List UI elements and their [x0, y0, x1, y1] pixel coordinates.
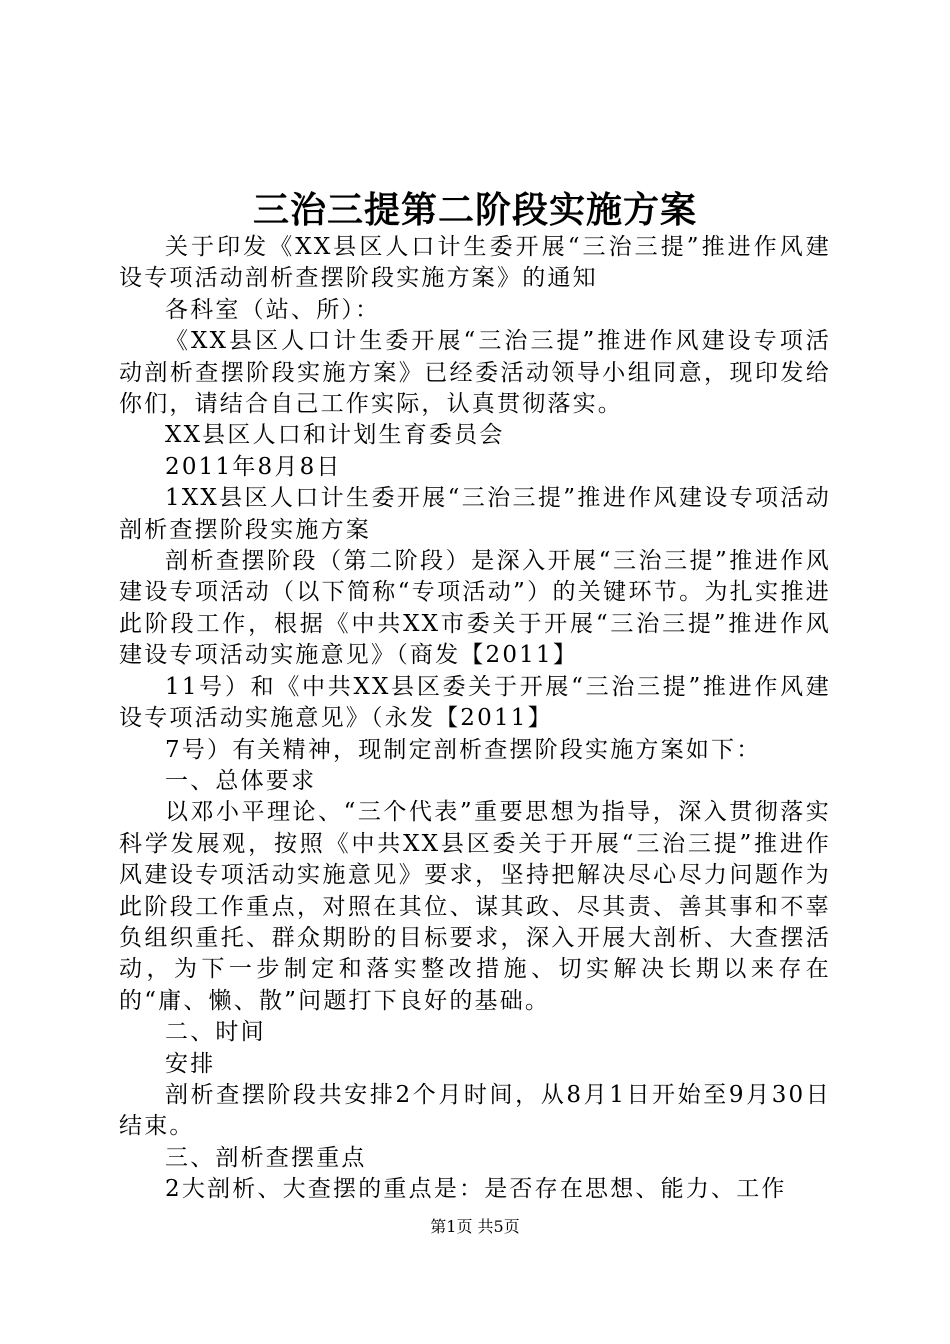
paragraph-intro-cont-1: 11号）和《中共XX县区委关于开展“三治三提”推进作风建设专项活动实施意见》（永发【2011】 — [119, 673, 831, 732]
paragraph-notice-body: 《XX县区人口计生委开展“三治三提”推进作风建设专项活动剖析查摆阶段实施方案》已经委活动领导小组同意，现印发给你们，请结合自己工作实际，认真贯彻落实。 — [119, 328, 831, 418]
paragraph-general-requirements: 以邓小平理论、“三个代表”重要思想为指导，深入贯彻落实科学发展观，按照《中共XX县区委关于开展“三治三提”推进作风建设专项活动实施意见》要求，坚持把解决尽心尽力问题作为此阶段工作重点，对照在其位、谋其政、尽其责、善其事和不辜负组织重托、群众期盼的目标要求，深入开展大剖析、大查摆活动，为下一步制定和落实整改措施、切实解决长期以来存在的“庸、懒、散”问题打下良好的基础。 — [119, 799, 831, 1014]
heading-time: 二、时间 — [165, 1019, 266, 1046]
paragraph-plan-title: 1XX县区人口计生委开展“三治三提”推进作风建设专项活动剖析查摆阶段实施方案 — [119, 485, 831, 543]
document-title: 三治三提第二阶段实施方案 — [252, 189, 697, 231]
document-body — [119, 232, 831, 1206]
paragraph-date: 2011年8月8日 — [165, 453, 342, 480]
heading-arrangement: 安排 — [165, 1050, 216, 1077]
heading-general-requirements: 一、总体要求 — [165, 767, 317, 794]
page-footer: 第1页 共5页 — [430, 1217, 520, 1236]
paragraph-intro-cont-2: 7号）有关精神，现制定剖析查摆阶段实施方案如下： — [165, 736, 762, 763]
paragraph-issuer: XX县区人口和计划生育委员会 — [165, 422, 505, 449]
heading-key-points: 三、剖析查摆重点 — [165, 1144, 367, 1171]
paragraph-key-points: 2大剖析、大查摆的重点是：是否存在思想、能力、工作 — [165, 1176, 787, 1203]
paragraph-intro: 剖析查摆阶段（第二阶段）是深入开展“三治三提”推进作风建设专项活动（以下简称“专项活动”）的关键环节。为扎实推进此阶段工作，根据《中共XX市委关于开展“三治三提”推进作风建设专项活动实施意见》（商发【2011】 — [119, 548, 831, 669]
paragraph-notice-title: 关于印发《XX县区人口计生委开展“三治三提”推进作风建设专项活动剖析查摆阶段实施方案》的通知 — [119, 234, 831, 292]
paragraph-recipients: 各科室（站、所）： — [165, 296, 381, 323]
paragraph-time-arrangement: 剖析查摆阶段共安排2个月时间，从8月1日开始至9月30日结束。 — [119, 1081, 831, 1140]
